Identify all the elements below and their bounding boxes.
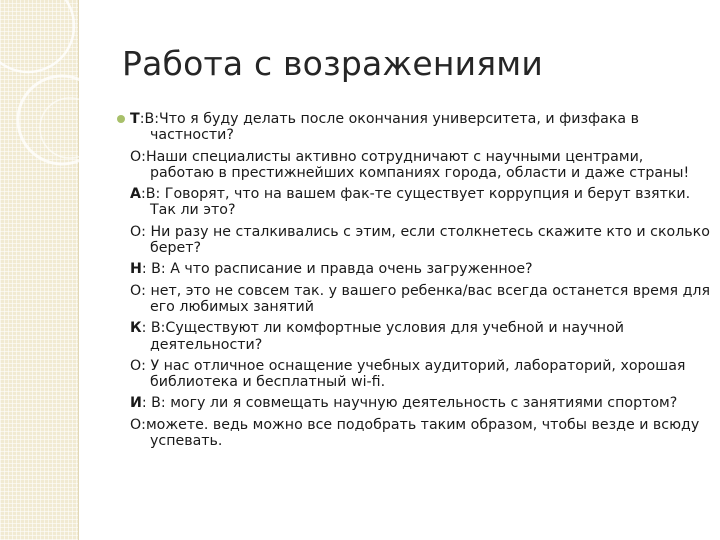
dialog-paragraph [130, 111, 710, 144]
speaker-initial: Т [130, 111, 140, 127]
dialog-paragraph [130, 224, 710, 257]
dialog-paragraph [130, 186, 710, 219]
slide-title: Работа с возражениями [122, 44, 544, 83]
dialog-paragraph [130, 320, 710, 353]
dialog-text: О: Ни разу не сталкивались с этим, если столкнетесь скажите кто и сколько берет? [130, 223, 710, 257]
bullet-icon [117, 115, 125, 123]
speaker-initial: А [130, 186, 141, 203]
dialog-text: : В:Существуют ли комфортные условия для учебной и научной деятельности? [141, 320, 624, 353]
dialog-text: О:Наши специалисты активно сотрудничают с научными центрами, работаю в престижнейших компаниях города, области и даже страны! [130, 148, 690, 181]
dialog-paragraph [130, 283, 710, 316]
dialog-text: : В: А что расписание и правда очень загруженное? [141, 261, 533, 278]
dialog-text: :В:Что я буду делать после окончания университета, и физфака в частности? [139, 111, 639, 144]
dialog-paragraph [130, 417, 710, 450]
dialog-text: : В: могу ли я совмещать научную деятельность с занятиями спортом? [141, 395, 678, 412]
dialog-text: О:можете. ведь можно все подобрать таким образом, чтобы везде и всюду успевать. [130, 416, 700, 450]
dialog-text: :В: Говорят, что на вашем фак-те существует коррупция и берут взятки. Так ли это? [140, 186, 691, 219]
speaker-initial: И [130, 395, 142, 412]
dialog-paragraph [130, 395, 710, 411]
dialog-paragraph [130, 358, 710, 391]
dialog-text: О: У нас отличное оснащение учебных аудиторий, лабораторий, хорошая библиотека и бесплатный wi-fi. [130, 357, 686, 391]
dialog-paragraph [130, 261, 710, 277]
slide-content [130, 111, 710, 454]
speaker-initial: К [130, 320, 142, 337]
dialog-text: О: нет, это не совсем так. у вашего ребенка/вас всегда останется время для его любимых занятий [130, 282, 711, 315]
dialog-paragraph [130, 149, 710, 182]
speaker-initial: Н [130, 261, 142, 278]
